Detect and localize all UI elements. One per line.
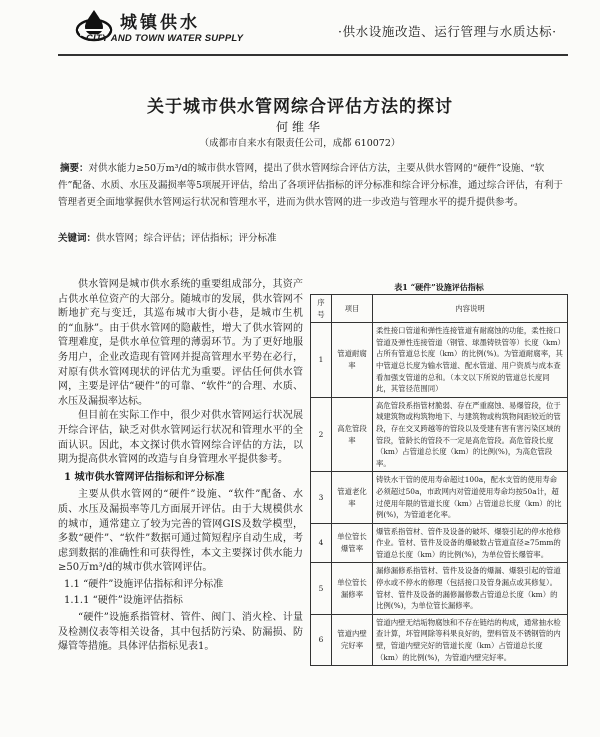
- table-caption: 表1 “硬件”设施评估指标: [394, 282, 484, 292]
- cell-desc: 高危管段系指管材脆弱、存在严重腐蚀、易爆管段，位于城建筑物或构筑物地下、与建筑物或构筑物间距较近的管段，存在交叉跨越等的管段以及受建有害有害污染区域的管段，管龄长的管段不一定是高危管段。高危管段长度（km）占管道总长度（km）的比例(%)，为高危管段率。: [373, 397, 568, 472]
- section-heading: 1 城市供水管网评估指标和评分标准: [64, 471, 225, 483]
- cell-item: 高危管段率: [332, 397, 373, 472]
- header-rule: [58, 54, 568, 56]
- hardware-indicator-table: [310, 294, 568, 666]
- subsubsection-heading: 1.1.1 “硬件”设施评估指标: [64, 595, 183, 607]
- cell-no: 2: [311, 397, 332, 472]
- cell-no: 3: [311, 472, 332, 523]
- cell-item: 管道耐腐率: [332, 323, 373, 398]
- cell-item: 单位管长漏修率: [332, 563, 373, 614]
- cell-desc: 铸铁水干管的使用寿命超过100a，配水支管的使用寿命必须超过50a，市政网内对管道使用寿命均按50a计，超过使用年限的管道长度（km）占管道总长度（km）的比例(%)，为管道老化率。: [373, 472, 568, 523]
- col-header-item: 项目: [332, 295, 373, 323]
- abstract-text: 对供水能力≥50万m³/d的城市供水管网，提出了供水管网综合评估方法，主要从供水管网的“硬件”设施、“软件”配备、水质、水压及漏损率等5项展开评估，给出了各项评估指标的评分标准和综合评分标准，通过综合评估，有利于管理者更全面地掌握供水管网运行状况和管理水平，进而为供水管网的进一步改造与管理水平的提升提供参考。: [58, 163, 563, 208]
- cell-no: 5: [311, 563, 332, 614]
- page-header: [0, 0, 600, 60]
- cell-item: 单位管长爆管率: [332, 523, 373, 563]
- keywords-text: 供水管网；综合评估；评估指标；评分标准: [96, 233, 277, 244]
- cell-desc: 柔性接口管道和弹性连接管道有耐腐蚀的功能，柔性接口管道及弹性连接管道（钢管、球墨铸铁管等）长度（km）占所有管道总长度（km）的比例(%)。为管道耐腐率，其中管道总长度为输水管道、配水管道、用户资质与成本查看加强支管道的总和。（本文以下所说的管道总长度同此，其管径范围同）: [373, 323, 568, 398]
- table-row: [311, 563, 568, 614]
- table-row: [311, 523, 568, 563]
- paragraph: 主要从供水管网的“硬件”设施、“软件”配备、水质、水压及漏损率等几方面展开评估。由于大规模供水的城市，通常建立了较为完善的管网GIS及数学模型，多数“硬件”、“软件”数据可通过简短程序自动生成，考虑到数据的准确性和可获得性，本文主要探讨供水能力≥50万m³/d的城市供水管网评估。: [58, 489, 303, 574]
- article-title: 关于城市供水管网综合评估方法的探讨: [147, 97, 453, 117]
- table-header-row: [311, 295, 568, 323]
- abstract: [58, 160, 568, 211]
- paragraph: 但目前在实际工作中，很少对供水管网运行状况展开综合评估，缺乏对供水管网运行状况和管理水平的全面认识。因此，本文探讨供水管网综合评估的方法，以期为提高供水管网的改造与自身管理水平提供参考。: [58, 410, 303, 466]
- subsection-heading: 1.1 “硬件”设施评估指标和评分标准: [64, 578, 224, 590]
- keywords-label: 关键词：: [58, 233, 97, 244]
- table-row: [311, 614, 568, 665]
- author: 何维华: [275, 120, 324, 134]
- paragraph: 供水管网是城市供水系统的重要组成部分，其资产占供水单位资产的大部分。随城市的发展，供水管网不断地扩充与变迁，其巡布城市大街小巷，是城市生机的“血脉”。由于供水管网的隐蔽性，增大了供水管网的管理难度，是供水单位管理的薄弱环节。为了更好地服务用户，企业改造现有管网并提高管理水平势在必行，对原有供水管网现状的评估尤为重要。评估任何供水管网，主要是评估“硬件”的可靠、“软件”的合理、水质、水压及漏损率达标。: [58, 279, 303, 407]
- col-header-desc: 内容说明: [373, 295, 568, 323]
- keywords: [58, 230, 568, 244]
- affiliation: （成都市自来水有限责任公司，成都 610072）: [199, 138, 401, 149]
- table-row: [311, 472, 568, 523]
- cell-no: 6: [311, 614, 332, 665]
- col-header-no: 序号: [311, 295, 332, 323]
- cell-desc: 漏修漏修系指管材、管件及设备的爆漏、爆裂引起的管道停水或不停水的修理（包括接口及管身漏点或其修复）。管材、管件及设备的漏修漏修数占管道总长度（km）的比例(%)，为单位管长漏修率。: [373, 563, 568, 614]
- abstract-label: 摘要：: [60, 163, 89, 174]
- paragraph: “硬件”设施系指管材、管件、阀门、消火栓、计量及检测仪表等相关设备，其中包括防污染、防漏损、防爆管等措施。具体评估指标见表1。: [58, 612, 303, 653]
- body-left-column: [58, 278, 303, 655]
- table-row: [311, 397, 568, 472]
- cell-no: 4: [311, 523, 332, 563]
- cell-no: 1: [311, 323, 332, 398]
- cell-item: 管道老化率: [332, 472, 373, 523]
- table-row: [311, 323, 568, 398]
- cell-desc: 管道内壁无结垢物腐蚀和不存在链结的构成，通常抽水检查计算，坏管网除等科果良好的，塑料管及不锈钢管的内壁，管道内壁完好的管道长度（km）占管道总长度（km）的比例(%)，为管道内壁完好率。: [373, 614, 568, 665]
- journal-name-cn: 城镇供水: [120, 13, 200, 33]
- section-tagline: ·供水设施改造、运行管理与水质达标·: [338, 24, 557, 39]
- cell-desc: 爆管系指管材、管件及设备的破坏、爆裂引起的停水抢修作业。管材、管件及设备的爆破数占管道直径≥75mm的管道总长度（km）的比例(%)，为单位管长爆管率。: [373, 523, 568, 563]
- cell-item: 管道内壁完好率: [332, 614, 373, 665]
- journal-name-en: CITY AND TOWN WATER SUPPLY: [86, 33, 244, 44]
